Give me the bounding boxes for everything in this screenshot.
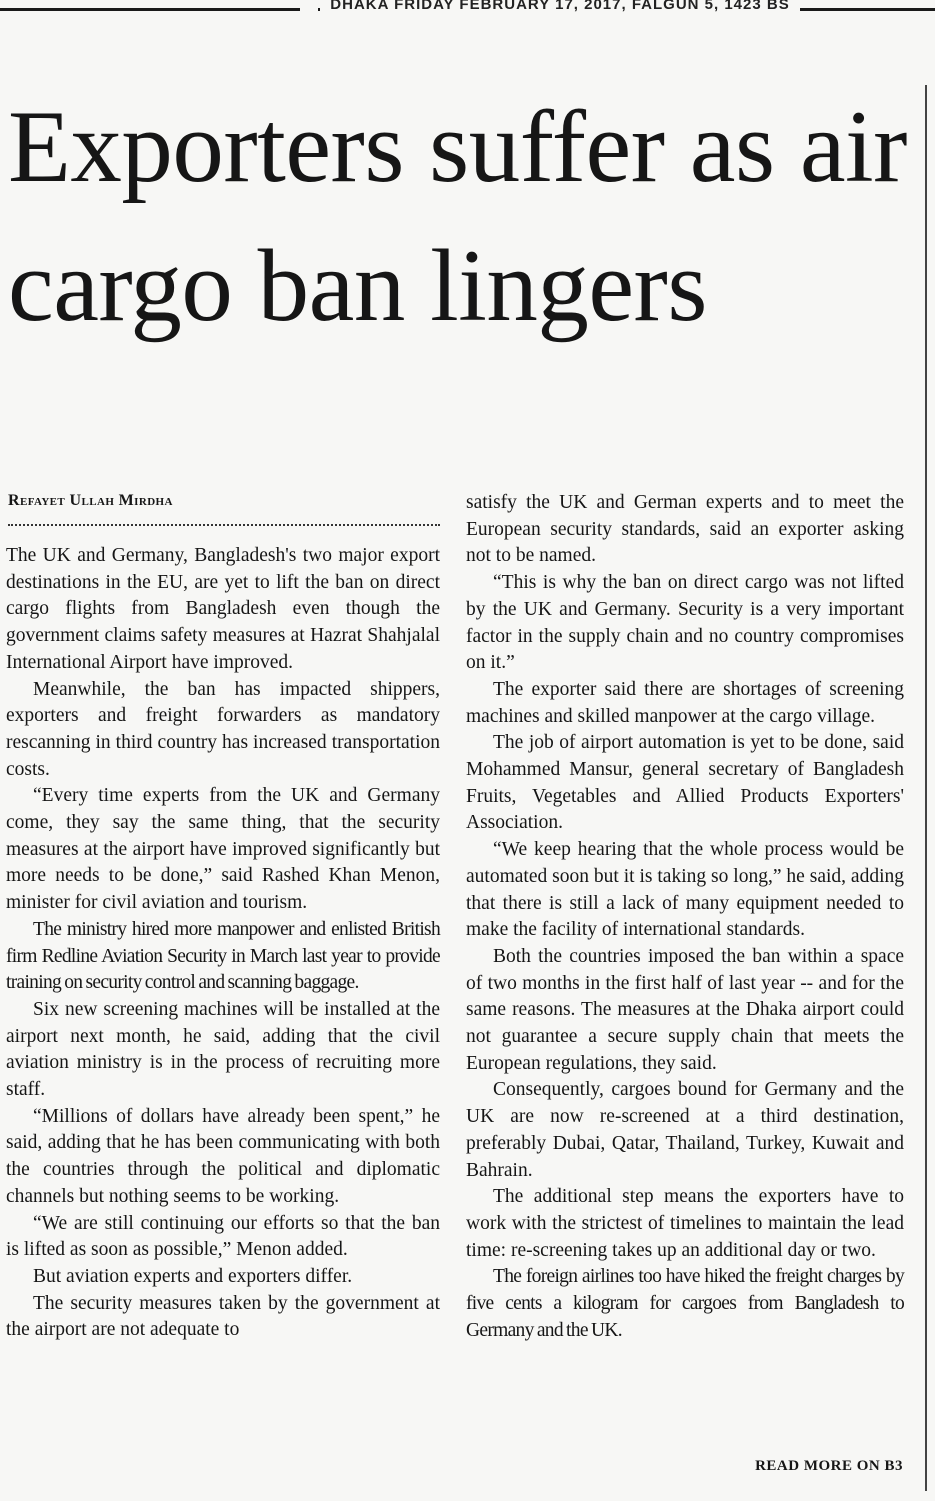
paragraph: “Millions of dollars have already been spent,” he said, adding that he has been communicating with both the countries through the political and diplomatic channels but nothing seems to be working. <box>6 1105 440 1207</box>
paragraph: The job of airport automation is yet to be done, said Mohammed Mansur, general secretary of Bangladesh Fruits, Vegetables and Allied Products Exporters' Association. <box>466 732 904 834</box>
byline: Refayet Ullah Mirdha <box>8 492 173 509</box>
top-rule-left <box>0 8 300 11</box>
paragraph: Six new screening machines will be installed at the airport next month, he said, adding that the civil aviation ministry is in the process of recruiting more staff. <box>6 998 440 1101</box>
left-column <box>6 543 440 1344</box>
paragraph: The additional step means the exporters have to work with the strictest of timelines to maintain the lead time: re-screening takes up an additional day or two. <box>466 1186 904 1261</box>
paragraph: “We are still continuing our efforts so that the ban is lifted as soon as possible,” Menon added. <box>6 1212 440 1261</box>
byline-divider <box>8 524 440 526</box>
paragraph: Meanwhile, the ban has impacted shippers, exporters and freight forwarders as mandatory rescanning in third country has increased transportation costs. <box>6 678 440 780</box>
paragraph: The security measures taken by the government at the airport are not adequate to <box>6 1292 440 1341</box>
paragraph: “This is why the ban on direct cargo was not lifted by the UK and Germany. Security is a very important factor in the supply chain and no country compromises on it.” <box>466 572 904 674</box>
paragraph: “We keep hearing that the whole process would be automated soon but it is taking so long,” he said, adding that there is still a lack of many equipment needed to make the facility of international standards. <box>466 839 904 941</box>
dateline: DHAKA FRIDAY FEBRUARY 17, 2017, FALGUN 5, 1423 BS <box>320 0 800 14</box>
paragraph: “Every time experts from the UK and Germany come, they say the same thing, that the security measures at the airport have improved significantly but more needs to be done,” said Rashed Khan Menon, minister for civil aviation and tourism. <box>6 785 440 914</box>
paragraph: The exporter said there are shortages of screening machines and skilled manpower at the cargo village. <box>466 678 904 727</box>
column-rule <box>925 85 927 1491</box>
paragraph: Both the countries imposed the ban within a space of two months in the first half of last year -- and for the same reasons. The measures at the Dhaka airport could not guarantee a secure supply chain that meets the European regulations, they said. <box>466 945 904 1074</box>
paragraph: The UK and Germany, Bangladesh's two major export destinations in the EU, are yet to lift the ban on direct cargo flights from Bangladesh even though the government claims safety measures at Hazrat Shahjalal International Airport have improved. <box>6 545 440 673</box>
paragraph: But aviation experts and exporters differ. <box>33 1265 353 1287</box>
paragraph: The foreign airlines too have hiked the freight charges by five cents a kilogram for cargoes from Bangladesh to Germany and the UK. <box>466 1266 904 1341</box>
paragraph: The ministry hired more manpower and enlisted British firm Redline Aviation Security in March last year to provide training on security control and scanning baggage. <box>6 918 440 994</box>
paragraph: satisfy the UK and German experts and to meet the European security standards, said an exporter asking not to be named. <box>466 492 904 567</box>
headline: Exporters suffer as air cargo ban lingers <box>8 90 907 343</box>
right-column <box>466 490 904 1345</box>
read-more-link[interactable]: READ MORE ON B3 <box>755 1458 903 1474</box>
paragraph: Consequently, cargoes bound for Germany and the UK are now re-screened at a third destination, preferably Dubai, Qatar, Thailand, Turkey, Kuwait and Bahrain. <box>466 1079 904 1181</box>
